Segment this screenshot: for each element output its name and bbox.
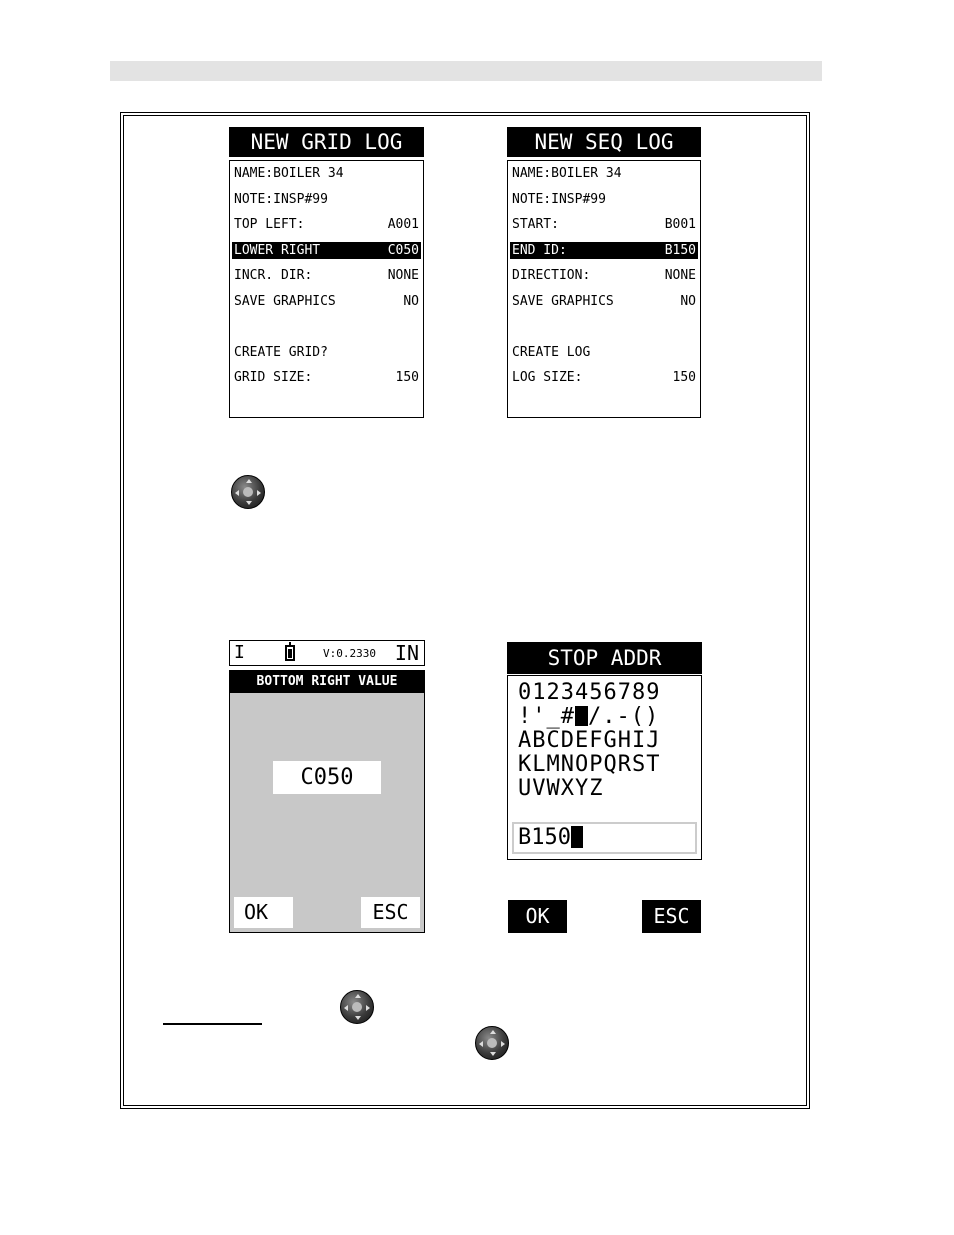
char-row-digits[interactable]: 0123456789 <box>518 680 661 705</box>
seq-log-row-label: NAME:BOILER 34 <box>512 166 622 181</box>
seq-log-row-value: 150 <box>672 370 696 385</box>
grid-log-title: NEW GRID LOG <box>229 127 424 157</box>
esc-button[interactable]: ESC <box>642 900 701 933</box>
grid-log-row-value: 150 <box>395 370 419 385</box>
char-row-symbols[interactable] <box>518 705 659 729</box>
grid-log-menu-row[interactable] <box>232 293 421 310</box>
value-field[interactable]: C050 <box>273 761 381 794</box>
grid-log-row-label: TOP LEFT: <box>234 217 305 232</box>
value-screen-title: BOTTOM RIGHT VALUE <box>230 671 424 693</box>
seq-log-menu-row[interactable] <box>510 369 698 386</box>
address-input-value: B150 <box>518 825 571 850</box>
status-indicator: I <box>234 642 245 663</box>
char-row-a-j[interactable]: ABCDEFGHIJ <box>518 728 661 753</box>
grid-log-menu-row[interactable] <box>232 344 421 361</box>
cursor-block <box>575 706 588 726</box>
stop-addr-title: STOP ADDR <box>507 642 702 674</box>
seq-log-row-label: END ID: <box>512 242 567 258</box>
seq-log-menu-row[interactable] <box>510 242 698 259</box>
seq-log-menu-row[interactable] <box>510 191 698 208</box>
char-row-symbols-a: !'_# <box>518 704 575 729</box>
char-row-symbols-b: /.-() <box>587 704 660 729</box>
grid-log-menu-row[interactable] <box>232 369 421 386</box>
esc-button[interactable]: ESC <box>361 897 420 928</box>
navigation-pad-icon <box>231 475 265 509</box>
page-header-bar <box>110 61 822 81</box>
seq-log-menu-row[interactable] <box>510 293 698 310</box>
grid-log-row-label: LOWER RIGHT <box>234 242 321 258</box>
navigation-pad-icon <box>475 1026 509 1060</box>
grid-log-row-label: NAME:BOILER 34 <box>234 166 344 181</box>
ok-button[interactable]: OK <box>508 900 567 933</box>
grid-log-menu-row[interactable] <box>232 165 421 182</box>
underline-rule <box>163 1023 262 1025</box>
character-picker-screen <box>507 675 702 860</box>
seq-log-menu-row[interactable] <box>510 318 698 335</box>
address-input[interactable] <box>512 822 697 854</box>
grid-log-row-value: C050 <box>387 242 419 258</box>
battery-icon <box>285 645 295 661</box>
grid-log-row-value: NO <box>403 293 419 309</box>
seq-log-row-value: NONE <box>664 268 696 283</box>
grid-log-menu-row[interactable] <box>232 267 421 284</box>
seq-log-row-value: B001 <box>664 217 696 232</box>
status-bar <box>229 640 425 666</box>
seq-log-menu-row[interactable] <box>510 267 698 284</box>
grid-log-menu-row[interactable] <box>232 191 421 208</box>
seq-log-row-label: START: <box>512 217 559 232</box>
grid-log-menu-row[interactable] <box>232 318 421 335</box>
value-edit-screen <box>229 670 425 933</box>
seq-log-screen <box>507 160 701 418</box>
seq-log-row-label: DIRECTION: <box>512 268 591 283</box>
ok-button[interactable]: OK <box>234 897 293 928</box>
char-row-u-z[interactable]: UVWXYZ <box>518 776 604 801</box>
grid-log-row-value: NONE <box>387 268 419 283</box>
navigation-pad-icon <box>340 990 374 1024</box>
seq-log-title: NEW SEQ LOG <box>507 127 701 157</box>
seq-log-row-label: LOG SIZE: <box>512 370 583 385</box>
grid-log-row-label: NOTE:INSP#99 <box>234 191 328 207</box>
seq-log-row-label: NOTE:INSP#99 <box>512 191 606 207</box>
grid-log-row-label: SAVE GRAPHICS <box>234 293 336 309</box>
velocity-readout: V:0.2330 <box>323 647 376 660</box>
seq-log-menu-row[interactable] <box>510 216 698 233</box>
grid-log-row-label: INCR. DIR: <box>234 268 313 283</box>
seq-log-row-label: CREATE LOG <box>512 344 591 360</box>
char-row-k-t[interactable]: KLMNOPQRST <box>518 752 661 777</box>
seq-log-row-value: NO <box>680 293 696 309</box>
figure-frame-inner <box>123 115 807 1106</box>
grid-log-row-value: A001 <box>387 217 419 232</box>
units-readout: IN <box>394 641 419 665</box>
grid-log-menu-row[interactable] <box>232 216 421 233</box>
seq-log-menu-row[interactable] <box>510 344 698 361</box>
seq-log-row-label: SAVE GRAPHICS <box>512 293 614 309</box>
grid-log-menu-row[interactable] <box>232 242 421 259</box>
grid-log-screen <box>229 160 424 418</box>
text-cursor <box>571 826 583 848</box>
seq-log-row-value: B150 <box>664 242 696 258</box>
grid-log-row-label: CREATE GRID? <box>234 344 328 360</box>
grid-log-row-label: GRID SIZE: <box>234 370 313 385</box>
seq-log-menu-row[interactable] <box>510 165 698 182</box>
